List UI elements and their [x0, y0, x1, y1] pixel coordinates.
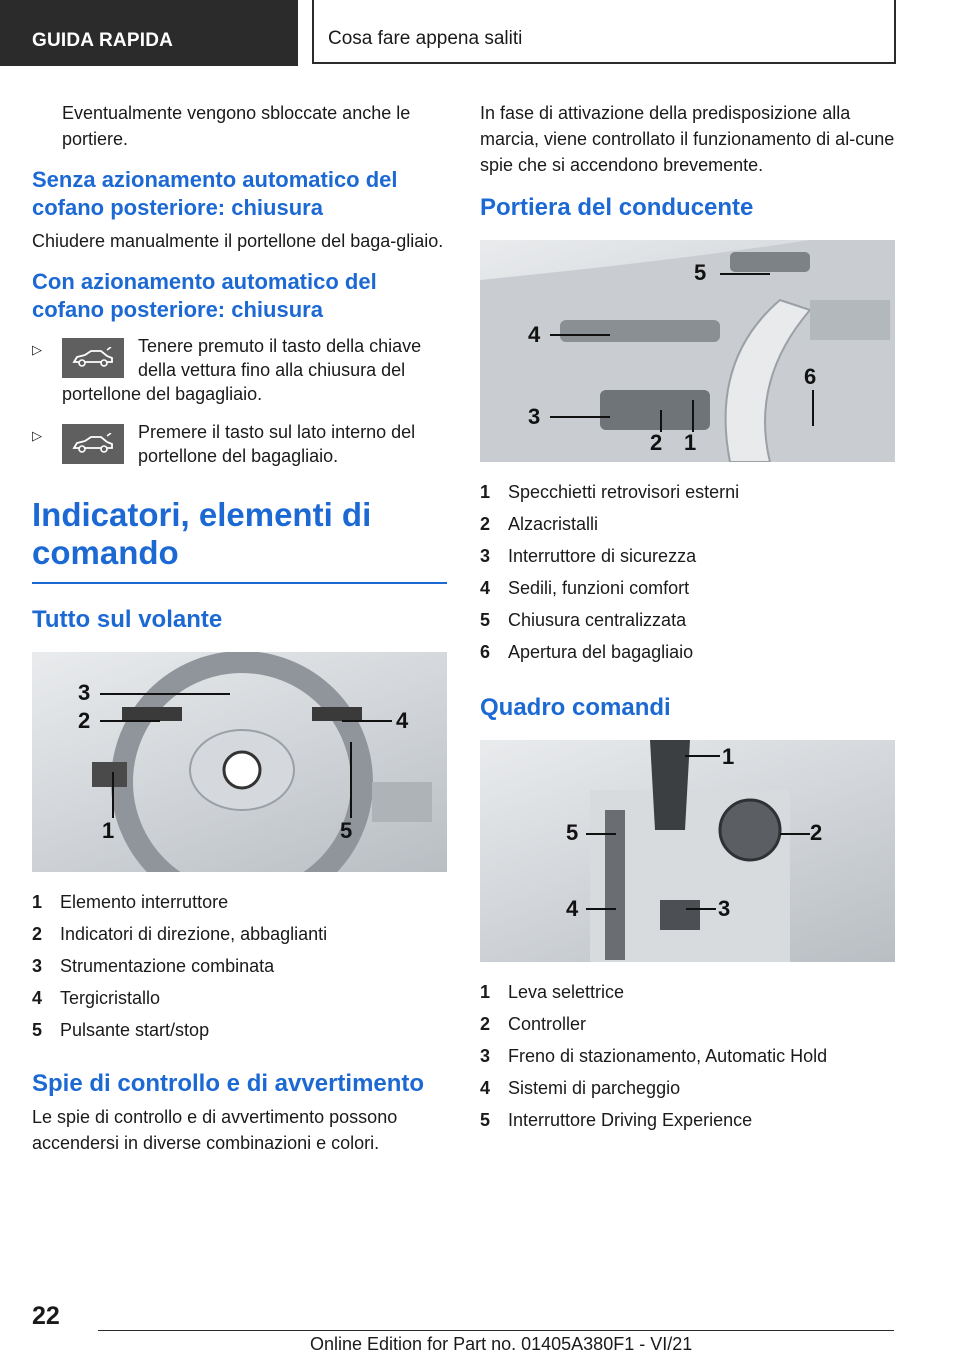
bullet-key-button	[32, 334, 447, 406]
bullet-triangle-icon: ▷	[32, 428, 42, 443]
callout-label: 3	[78, 680, 91, 705]
warning-lights-text: Le spie di controllo e di avvertimento possono accendersi in diverse combinazioni e colori.	[32, 1107, 398, 1153]
edition-footer: Online Edition for Part no. 01405A380F1 - VI/21	[310, 1334, 693, 1354]
callout-label: 5	[340, 818, 353, 843]
callout-label: 2	[810, 820, 823, 845]
list-item: 5 Chiusura centralizzata	[480, 610, 687, 630]
list-item: 2 Controller	[480, 1014, 587, 1034]
trunk-key-icon	[62, 338, 124, 378]
heading-manual-close: Senza azionamento automatico del cofano posteriore: chiusura	[32, 167, 398, 220]
list-item: 1 Specchietti retrovisori esterni	[480, 482, 740, 502]
callout-label: 1	[684, 430, 697, 455]
steering-wheel-photo	[32, 652, 447, 872]
intro-text: Eventualmente vengono sbloccate anche le portiere.	[62, 103, 411, 149]
heading-steering-wheel: Tutto sul volante	[32, 606, 223, 633]
list-item: 2 Indicatori di direzione, abbaglianti	[32, 924, 328, 944]
bullet-inner-button	[32, 420, 447, 468]
callout-label: 4	[528, 322, 541, 347]
trunk-button-icon	[62, 424, 124, 464]
list-item: 4 Sistemi di parcheggio	[480, 1078, 681, 1098]
section-label: GUIDA RAPIDA	[0, 0, 298, 66]
callout-label: 5	[566, 820, 579, 845]
heading-auto-close: Con azionamento automatico del cofano posteriore: chiusura	[32, 269, 377, 322]
list-item: 2 Alzacristalli	[480, 514, 599, 534]
right-column	[480, 100, 895, 1136]
center-console-photo	[480, 740, 895, 962]
callout-label: 4	[566, 896, 579, 921]
page-number: 22	[32, 1302, 60, 1330]
list-item: 6 Apertura del bagagliaio	[480, 642, 694, 662]
callout-label: 4	[396, 708, 409, 733]
chapter-title: Cosa fare appena saliti	[312, 0, 896, 64]
bullet-key-text: Tenere premuto il tasto della chiave della vettura fino alla chiusura del portellone del bagagliaio.	[62, 336, 422, 404]
heading-console: Quadro comandi	[480, 694, 671, 721]
section-heading: Indicatori, elementi di comando	[32, 496, 447, 584]
manual-close-text: Chiudere manualmente il portellone del baga-gliaio.	[32, 231, 444, 251]
callout-label: 1	[102, 818, 115, 843]
list-item: 5 Interruttore Driving Experience	[480, 1110, 753, 1130]
callout-label: 5	[694, 260, 707, 285]
page-header	[0, 0, 960, 66]
list-item: 1 Leva selettrice	[480, 982, 625, 1002]
door-legend	[480, 476, 895, 668]
callout-label: 6	[804, 364, 817, 389]
callout-label: 2	[78, 708, 91, 733]
list-item: 1 Elemento interruttore	[32, 892, 229, 912]
list-item: 3 Strumentazione combinata	[32, 956, 275, 976]
activation-text: In fase di attivazione della predisposizione alla marcia, viene controllato il funzionamento di al-cune spie che si accendono brevemente.	[480, 103, 895, 175]
callout-label: 3	[718, 896, 731, 921]
console-legend	[480, 976, 895, 1136]
left-column	[32, 100, 447, 1168]
list-item: 3 Interruttore di sicurezza	[480, 546, 697, 566]
bullet-inner-text: Premere il tasto sul lato interno del portellone del bagagliaio.	[138, 422, 416, 466]
list-item: 3 Freno di stazionamento, Automatic Hold	[480, 1046, 828, 1066]
bullet-triangle-icon: ▷	[32, 342, 42, 357]
list-item: 5 Pulsante start/stop	[32, 1020, 210, 1040]
footer-divider	[98, 1330, 894, 1331]
callout-label: 1	[722, 744, 735, 769]
list-item: 4 Sedili, funzioni comfort	[480, 578, 690, 598]
heading-warning-lights: Spie di controllo e di avvertimento	[32, 1070, 425, 1097]
callout-label: 2	[650, 430, 663, 455]
callout-label: 3	[528, 404, 541, 429]
driver-door-photo	[480, 240, 895, 462]
wheel-legend	[32, 886, 447, 1046]
list-item: 4 Tergicristallo	[32, 988, 161, 1008]
heading-driver-door: Portiera del conducente	[480, 194, 754, 221]
